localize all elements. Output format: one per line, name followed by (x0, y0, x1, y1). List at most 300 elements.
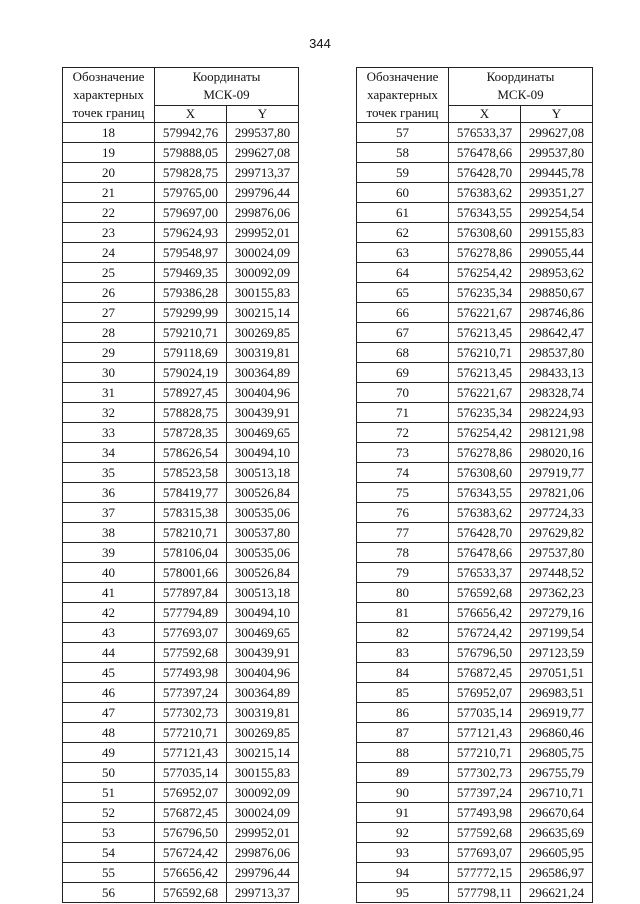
point-number-cell: 56 (63, 883, 155, 903)
table-row (63, 683, 299, 703)
y-coordinate-cell: 297919,77 (521, 463, 593, 483)
y-coordinate-cell: 300494,10 (227, 603, 299, 623)
x-coordinate-cell: 576278,86 (449, 243, 521, 263)
y-coordinate-cell: 297537,80 (521, 543, 593, 563)
y-coordinate-cell: 296621,24 (521, 883, 593, 903)
x-coordinate-cell: 576343,55 (449, 483, 521, 503)
x-coordinate-cell: 576533,37 (449, 563, 521, 583)
y-coordinate-cell: 296710,71 (521, 783, 593, 803)
header-y: Y (521, 105, 593, 122)
x-coordinate-cell: 579299,99 (155, 303, 227, 323)
x-coordinate-cell: 576383,62 (449, 503, 521, 523)
y-coordinate-cell: 297821,06 (521, 483, 593, 503)
y-coordinate-cell: 298328,74 (521, 383, 593, 403)
x-coordinate-cell: 576478,66 (449, 143, 521, 163)
y-coordinate-cell: 298121,98 (521, 423, 593, 443)
y-coordinate-cell: 299876,06 (227, 843, 299, 863)
x-coordinate-cell: 577693,07 (155, 623, 227, 643)
point-number-cell: 53 (63, 823, 155, 843)
x-coordinate-cell: 577493,98 (449, 803, 521, 823)
x-coordinate-cell: 576592,68 (449, 583, 521, 603)
y-coordinate-cell: 300537,80 (227, 523, 299, 543)
point-number-cell: 24 (63, 243, 155, 263)
table-row (357, 223, 593, 243)
header-coords-line: МСК-09 (497, 87, 544, 103)
point-number-cell: 48 (63, 723, 155, 743)
point-number-cell: 28 (63, 323, 155, 343)
y-coordinate-cell: 300404,96 (227, 383, 299, 403)
point-number-cell: 54 (63, 843, 155, 863)
point-number-cell: 70 (357, 383, 449, 403)
point-number-cell: 36 (63, 483, 155, 503)
table-row (357, 743, 593, 763)
point-number-cell: 67 (357, 323, 449, 343)
table-row (63, 443, 299, 463)
y-coordinate-cell: 300155,83 (227, 763, 299, 783)
table-row (357, 263, 593, 283)
point-number-cell: 86 (357, 703, 449, 723)
table-row (357, 543, 593, 563)
table-row (63, 123, 299, 143)
y-coordinate-cell: 300092,09 (227, 263, 299, 283)
y-coordinate-cell: 297448,52 (521, 563, 593, 583)
point-number-cell: 65 (357, 283, 449, 303)
point-number-cell: 77 (357, 523, 449, 543)
point-number-cell: 88 (357, 743, 449, 763)
x-coordinate-cell: 579386,28 (155, 283, 227, 303)
x-coordinate-cell: 579765,00 (155, 183, 227, 203)
x-coordinate-cell: 578523,58 (155, 463, 227, 483)
table-row (357, 383, 593, 403)
point-number-cell: 90 (357, 783, 449, 803)
point-number-cell: 39 (63, 543, 155, 563)
x-coordinate-cell: 578927,45 (155, 383, 227, 403)
point-number-cell: 84 (357, 663, 449, 683)
table-row (357, 523, 593, 543)
x-coordinate-cell: 576383,62 (449, 183, 521, 203)
y-coordinate-cell: 300215,14 (227, 303, 299, 323)
x-coordinate-cell: 576428,70 (449, 523, 521, 543)
y-coordinate-cell: 298850,67 (521, 283, 593, 303)
x-coordinate-cell: 578419,77 (155, 483, 227, 503)
x-coordinate-cell: 576278,86 (449, 443, 521, 463)
y-coordinate-cell: 298020,16 (521, 443, 593, 463)
y-coordinate-cell: 296983,51 (521, 683, 593, 703)
y-coordinate-cell: 300494,10 (227, 443, 299, 463)
point-number-cell: 60 (357, 183, 449, 203)
y-coordinate-cell: 300024,09 (227, 803, 299, 823)
x-coordinate-cell: 577493,98 (155, 663, 227, 683)
y-coordinate-cell: 299445,78 (521, 163, 593, 183)
table-row (357, 503, 593, 523)
x-coordinate-cell: 577302,73 (155, 703, 227, 723)
table-row (63, 883, 299, 903)
x-coordinate-cell: 579828,75 (155, 163, 227, 183)
point-number-cell: 41 (63, 583, 155, 603)
y-coordinate-cell: 300513,18 (227, 463, 299, 483)
y-coordinate-cell: 298642,47 (521, 323, 593, 343)
x-coordinate-cell: 578001,66 (155, 563, 227, 583)
point-number-cell: 34 (63, 443, 155, 463)
y-coordinate-cell: 300404,96 (227, 663, 299, 683)
point-number-cell: 75 (357, 483, 449, 503)
x-coordinate-cell: 577210,71 (449, 743, 521, 763)
point-number-cell: 74 (357, 463, 449, 483)
point-number-cell: 47 (63, 703, 155, 723)
point-number-cell: 80 (357, 583, 449, 603)
x-coordinate-cell: 576210,71 (449, 343, 521, 363)
x-coordinate-cell: 576308,60 (449, 223, 521, 243)
table-row (63, 743, 299, 763)
y-coordinate-cell: 299796,44 (227, 183, 299, 203)
x-coordinate-cell: 576235,34 (449, 403, 521, 423)
table-row (63, 803, 299, 823)
point-number-cell: 64 (357, 263, 449, 283)
table-row (63, 763, 299, 783)
x-coordinate-cell: 576533,37 (449, 123, 521, 143)
y-coordinate-cell: 296919,77 (521, 703, 593, 723)
table-row (63, 723, 299, 743)
y-coordinate-cell: 296635,69 (521, 823, 593, 843)
y-coordinate-cell: 300526,84 (227, 483, 299, 503)
y-coordinate-cell: 299796,44 (227, 863, 299, 883)
point-number-cell: 82 (357, 623, 449, 643)
table-row (63, 663, 299, 683)
x-coordinate-cell: 576724,42 (449, 623, 521, 643)
y-coordinate-cell: 299537,80 (227, 123, 299, 143)
y-coordinate-cell: 300155,83 (227, 283, 299, 303)
header-name-line: точек границ (72, 105, 145, 120)
header-coords-line: Координаты (486, 69, 555, 85)
table-row (63, 643, 299, 663)
table-row (63, 343, 299, 363)
x-coordinate-cell: 577693,07 (449, 843, 521, 863)
x-coordinate-cell: 577772,15 (449, 863, 521, 883)
y-coordinate-cell: 298537,80 (521, 343, 593, 363)
x-coordinate-cell: 579024,19 (155, 363, 227, 383)
x-coordinate-cell: 578828,75 (155, 403, 227, 423)
point-number-cell: 37 (63, 503, 155, 523)
point-number-cell: 93 (357, 843, 449, 863)
y-coordinate-cell: 297724,33 (521, 503, 593, 523)
y-coordinate-cell: 299351,27 (521, 183, 593, 203)
y-coordinate-cell: 299952,01 (227, 223, 299, 243)
x-coordinate-cell: 576221,67 (449, 383, 521, 403)
x-coordinate-cell: 577210,71 (155, 723, 227, 743)
x-coordinate-cell: 576724,42 (155, 843, 227, 863)
x-coordinate-cell: 577897,84 (155, 583, 227, 603)
table-row (63, 183, 299, 203)
table-row (63, 783, 299, 803)
header-point-designation (357, 68, 449, 123)
point-number-cell: 87 (357, 723, 449, 743)
y-coordinate-cell: 299537,80 (521, 143, 593, 163)
table-row (63, 403, 299, 423)
table-row (357, 703, 593, 723)
y-coordinate-cell: 296755,79 (521, 763, 593, 783)
table-row (357, 643, 593, 663)
table-row (63, 523, 299, 543)
y-coordinate-cell: 297279,16 (521, 603, 593, 623)
point-number-cell: 31 (63, 383, 155, 403)
point-number-cell: 38 (63, 523, 155, 543)
header-coordinates (155, 68, 299, 106)
point-number-cell: 45 (63, 663, 155, 683)
table-row (357, 463, 593, 483)
x-coordinate-cell: 576235,34 (449, 283, 521, 303)
point-number-cell: 19 (63, 143, 155, 163)
x-coordinate-cell: 579210,71 (155, 323, 227, 343)
point-number-cell: 18 (63, 123, 155, 143)
table-row (357, 143, 593, 163)
point-number-cell: 44 (63, 643, 155, 663)
x-coordinate-cell: 576213,45 (449, 323, 521, 343)
point-number-cell: 69 (357, 363, 449, 383)
header-name-line: Обозначение (366, 69, 439, 84)
y-coordinate-cell: 297362,23 (521, 583, 593, 603)
table-body-right (357, 123, 593, 903)
x-coordinate-cell: 578315,38 (155, 503, 227, 523)
y-coordinate-cell: 298746,86 (521, 303, 593, 323)
table-row (63, 543, 299, 563)
table-row (357, 843, 593, 863)
y-coordinate-cell: 296605,95 (521, 843, 593, 863)
x-coordinate-cell: 579624,93 (155, 223, 227, 243)
x-coordinate-cell: 576872,45 (155, 803, 227, 823)
x-coordinate-cell: 577397,24 (449, 783, 521, 803)
x-coordinate-cell: 579548,97 (155, 243, 227, 263)
point-number-cell: 79 (357, 563, 449, 583)
y-coordinate-cell: 297199,54 (521, 623, 593, 643)
table-row (63, 563, 299, 583)
table-row (63, 623, 299, 643)
point-number-cell: 20 (63, 163, 155, 183)
point-number-cell: 91 (357, 803, 449, 823)
y-coordinate-cell: 300024,09 (227, 243, 299, 263)
x-coordinate-cell: 576952,07 (449, 683, 521, 703)
point-number-cell: 85 (357, 683, 449, 703)
coordinates-table-right (356, 67, 593, 903)
table-row (63, 843, 299, 863)
y-coordinate-cell: 299952,01 (227, 823, 299, 843)
x-coordinate-cell: 576343,55 (449, 203, 521, 223)
point-number-cell: 78 (357, 543, 449, 563)
table-row (357, 343, 593, 363)
point-number-cell: 61 (357, 203, 449, 223)
x-coordinate-cell: 577035,14 (449, 703, 521, 723)
x-coordinate-cell: 577302,73 (449, 763, 521, 783)
y-coordinate-cell: 300439,91 (227, 403, 299, 423)
table-row (63, 283, 299, 303)
table-row (63, 303, 299, 323)
x-coordinate-cell: 576213,45 (449, 363, 521, 383)
point-number-cell: 95 (357, 883, 449, 903)
y-coordinate-cell: 299254,54 (521, 203, 593, 223)
table-row (357, 443, 593, 463)
table-row (357, 483, 593, 503)
table-row (63, 223, 299, 243)
y-coordinate-cell: 297051,51 (521, 663, 593, 683)
y-coordinate-cell: 300439,91 (227, 643, 299, 663)
table-row (63, 143, 299, 163)
table-row (63, 483, 299, 503)
table-row (357, 623, 593, 643)
header-name-line: характерных (73, 87, 144, 102)
table-row (63, 203, 299, 223)
point-number-cell: 72 (357, 423, 449, 443)
point-number-cell: 63 (357, 243, 449, 263)
table-row (357, 603, 593, 623)
x-coordinate-cell: 576796,50 (155, 823, 227, 843)
y-coordinate-cell: 300092,09 (227, 783, 299, 803)
y-coordinate-cell: 300319,81 (227, 343, 299, 363)
header-coordinates (449, 68, 593, 106)
table-row (63, 243, 299, 263)
table-row (357, 803, 593, 823)
y-coordinate-cell: 300269,85 (227, 323, 299, 343)
point-number-cell: 62 (357, 223, 449, 243)
x-coordinate-cell: 578728,35 (155, 423, 227, 443)
point-number-cell: 76 (357, 503, 449, 523)
table-row (357, 183, 593, 203)
table-row (357, 663, 593, 683)
point-number-cell: 49 (63, 743, 155, 763)
x-coordinate-cell: 578626,54 (155, 443, 227, 463)
table-row (63, 583, 299, 603)
point-number-cell: 22 (63, 203, 155, 223)
header-x: X (449, 105, 521, 122)
table-row (357, 563, 593, 583)
header-name-line: точек границ (366, 105, 439, 120)
table-row (357, 163, 593, 183)
table-row (63, 503, 299, 523)
header-coords-line: Координаты (192, 69, 261, 85)
point-number-cell: 71 (357, 403, 449, 423)
point-number-cell: 73 (357, 443, 449, 463)
point-number-cell: 92 (357, 823, 449, 843)
table-row (357, 883, 593, 903)
point-number-cell: 68 (357, 343, 449, 363)
y-coordinate-cell: 296805,75 (521, 743, 593, 763)
y-coordinate-cell: 300469,65 (227, 623, 299, 643)
y-coordinate-cell: 300364,89 (227, 683, 299, 703)
point-number-cell: 35 (63, 463, 155, 483)
table-row (357, 323, 593, 343)
point-number-cell: 27 (63, 303, 155, 323)
table-row (63, 363, 299, 383)
x-coordinate-cell: 577794,89 (155, 603, 227, 623)
table-row (357, 763, 593, 783)
x-coordinate-cell: 577035,14 (155, 763, 227, 783)
y-coordinate-cell: 299876,06 (227, 203, 299, 223)
table-row (63, 823, 299, 843)
table-row (63, 423, 299, 443)
point-number-cell: 29 (63, 343, 155, 363)
header-x: X (155, 105, 227, 122)
table-row (63, 383, 299, 403)
table-row (357, 243, 593, 263)
y-coordinate-cell: 299627,08 (521, 123, 593, 143)
header-name-line: Обозначение (72, 69, 145, 84)
table-row (357, 303, 593, 323)
point-number-cell: 42 (63, 603, 155, 623)
point-number-cell: 26 (63, 283, 155, 303)
point-number-cell: 30 (63, 363, 155, 383)
x-coordinate-cell: 576952,07 (155, 783, 227, 803)
x-coordinate-cell: 579469,35 (155, 263, 227, 283)
point-number-cell: 52 (63, 803, 155, 823)
table-row (63, 263, 299, 283)
x-coordinate-cell: 579118,69 (155, 343, 227, 363)
x-coordinate-cell: 576872,45 (449, 663, 521, 683)
y-coordinate-cell: 298433,13 (521, 363, 593, 383)
y-coordinate-cell: 299627,08 (227, 143, 299, 163)
y-coordinate-cell: 300215,14 (227, 743, 299, 763)
y-coordinate-cell: 300269,85 (227, 723, 299, 743)
x-coordinate-cell: 577592,68 (155, 643, 227, 663)
point-number-cell: 21 (63, 183, 155, 203)
header-name-line: характерных (367, 87, 438, 102)
y-coordinate-cell: 300469,65 (227, 423, 299, 443)
page-number: 344 (309, 36, 331, 51)
table-row (63, 463, 299, 483)
x-coordinate-cell: 579697,00 (155, 203, 227, 223)
y-coordinate-cell: 299055,44 (521, 243, 593, 263)
point-number-cell: 33 (63, 423, 155, 443)
table-row (357, 283, 593, 303)
table-row (357, 783, 593, 803)
y-coordinate-cell: 299713,37 (227, 883, 299, 903)
x-coordinate-cell: 576796,50 (449, 643, 521, 663)
y-coordinate-cell: 298953,62 (521, 263, 593, 283)
y-coordinate-cell: 296860,46 (521, 723, 593, 743)
x-coordinate-cell: 578106,04 (155, 543, 227, 563)
y-coordinate-cell: 300535,06 (227, 503, 299, 523)
point-number-cell: 25 (63, 263, 155, 283)
x-coordinate-cell: 579888,05 (155, 143, 227, 163)
x-coordinate-cell: 576656,42 (155, 863, 227, 883)
x-coordinate-cell: 576254,42 (449, 423, 521, 443)
x-coordinate-cell: 577798,11 (449, 883, 521, 903)
point-number-cell: 51 (63, 783, 155, 803)
point-number-cell: 66 (357, 303, 449, 323)
x-coordinate-cell: 576592,68 (155, 883, 227, 903)
point-number-cell: 46 (63, 683, 155, 703)
table-row (357, 203, 593, 223)
point-number-cell: 89 (357, 763, 449, 783)
point-number-cell: 81 (357, 603, 449, 623)
x-coordinate-cell: 576656,42 (449, 603, 521, 623)
y-coordinate-cell: 298224,93 (521, 403, 593, 423)
x-coordinate-cell: 577121,43 (449, 723, 521, 743)
y-coordinate-cell: 299713,37 (227, 163, 299, 183)
y-coordinate-cell: 300364,89 (227, 363, 299, 383)
x-coordinate-cell: 576254,42 (449, 263, 521, 283)
point-number-cell: 94 (357, 863, 449, 883)
y-coordinate-cell: 299155,83 (521, 223, 593, 243)
table-row (357, 863, 593, 883)
table-row (357, 683, 593, 703)
y-coordinate-cell: 296670,64 (521, 803, 593, 823)
table-row (63, 323, 299, 343)
point-number-cell: 43 (63, 623, 155, 643)
x-coordinate-cell: 577121,43 (155, 743, 227, 763)
y-coordinate-cell: 300319,81 (227, 703, 299, 723)
y-coordinate-cell: 300535,06 (227, 543, 299, 563)
x-coordinate-cell: 576308,60 (449, 463, 521, 483)
table-row (357, 583, 593, 603)
x-coordinate-cell: 576428,70 (449, 163, 521, 183)
